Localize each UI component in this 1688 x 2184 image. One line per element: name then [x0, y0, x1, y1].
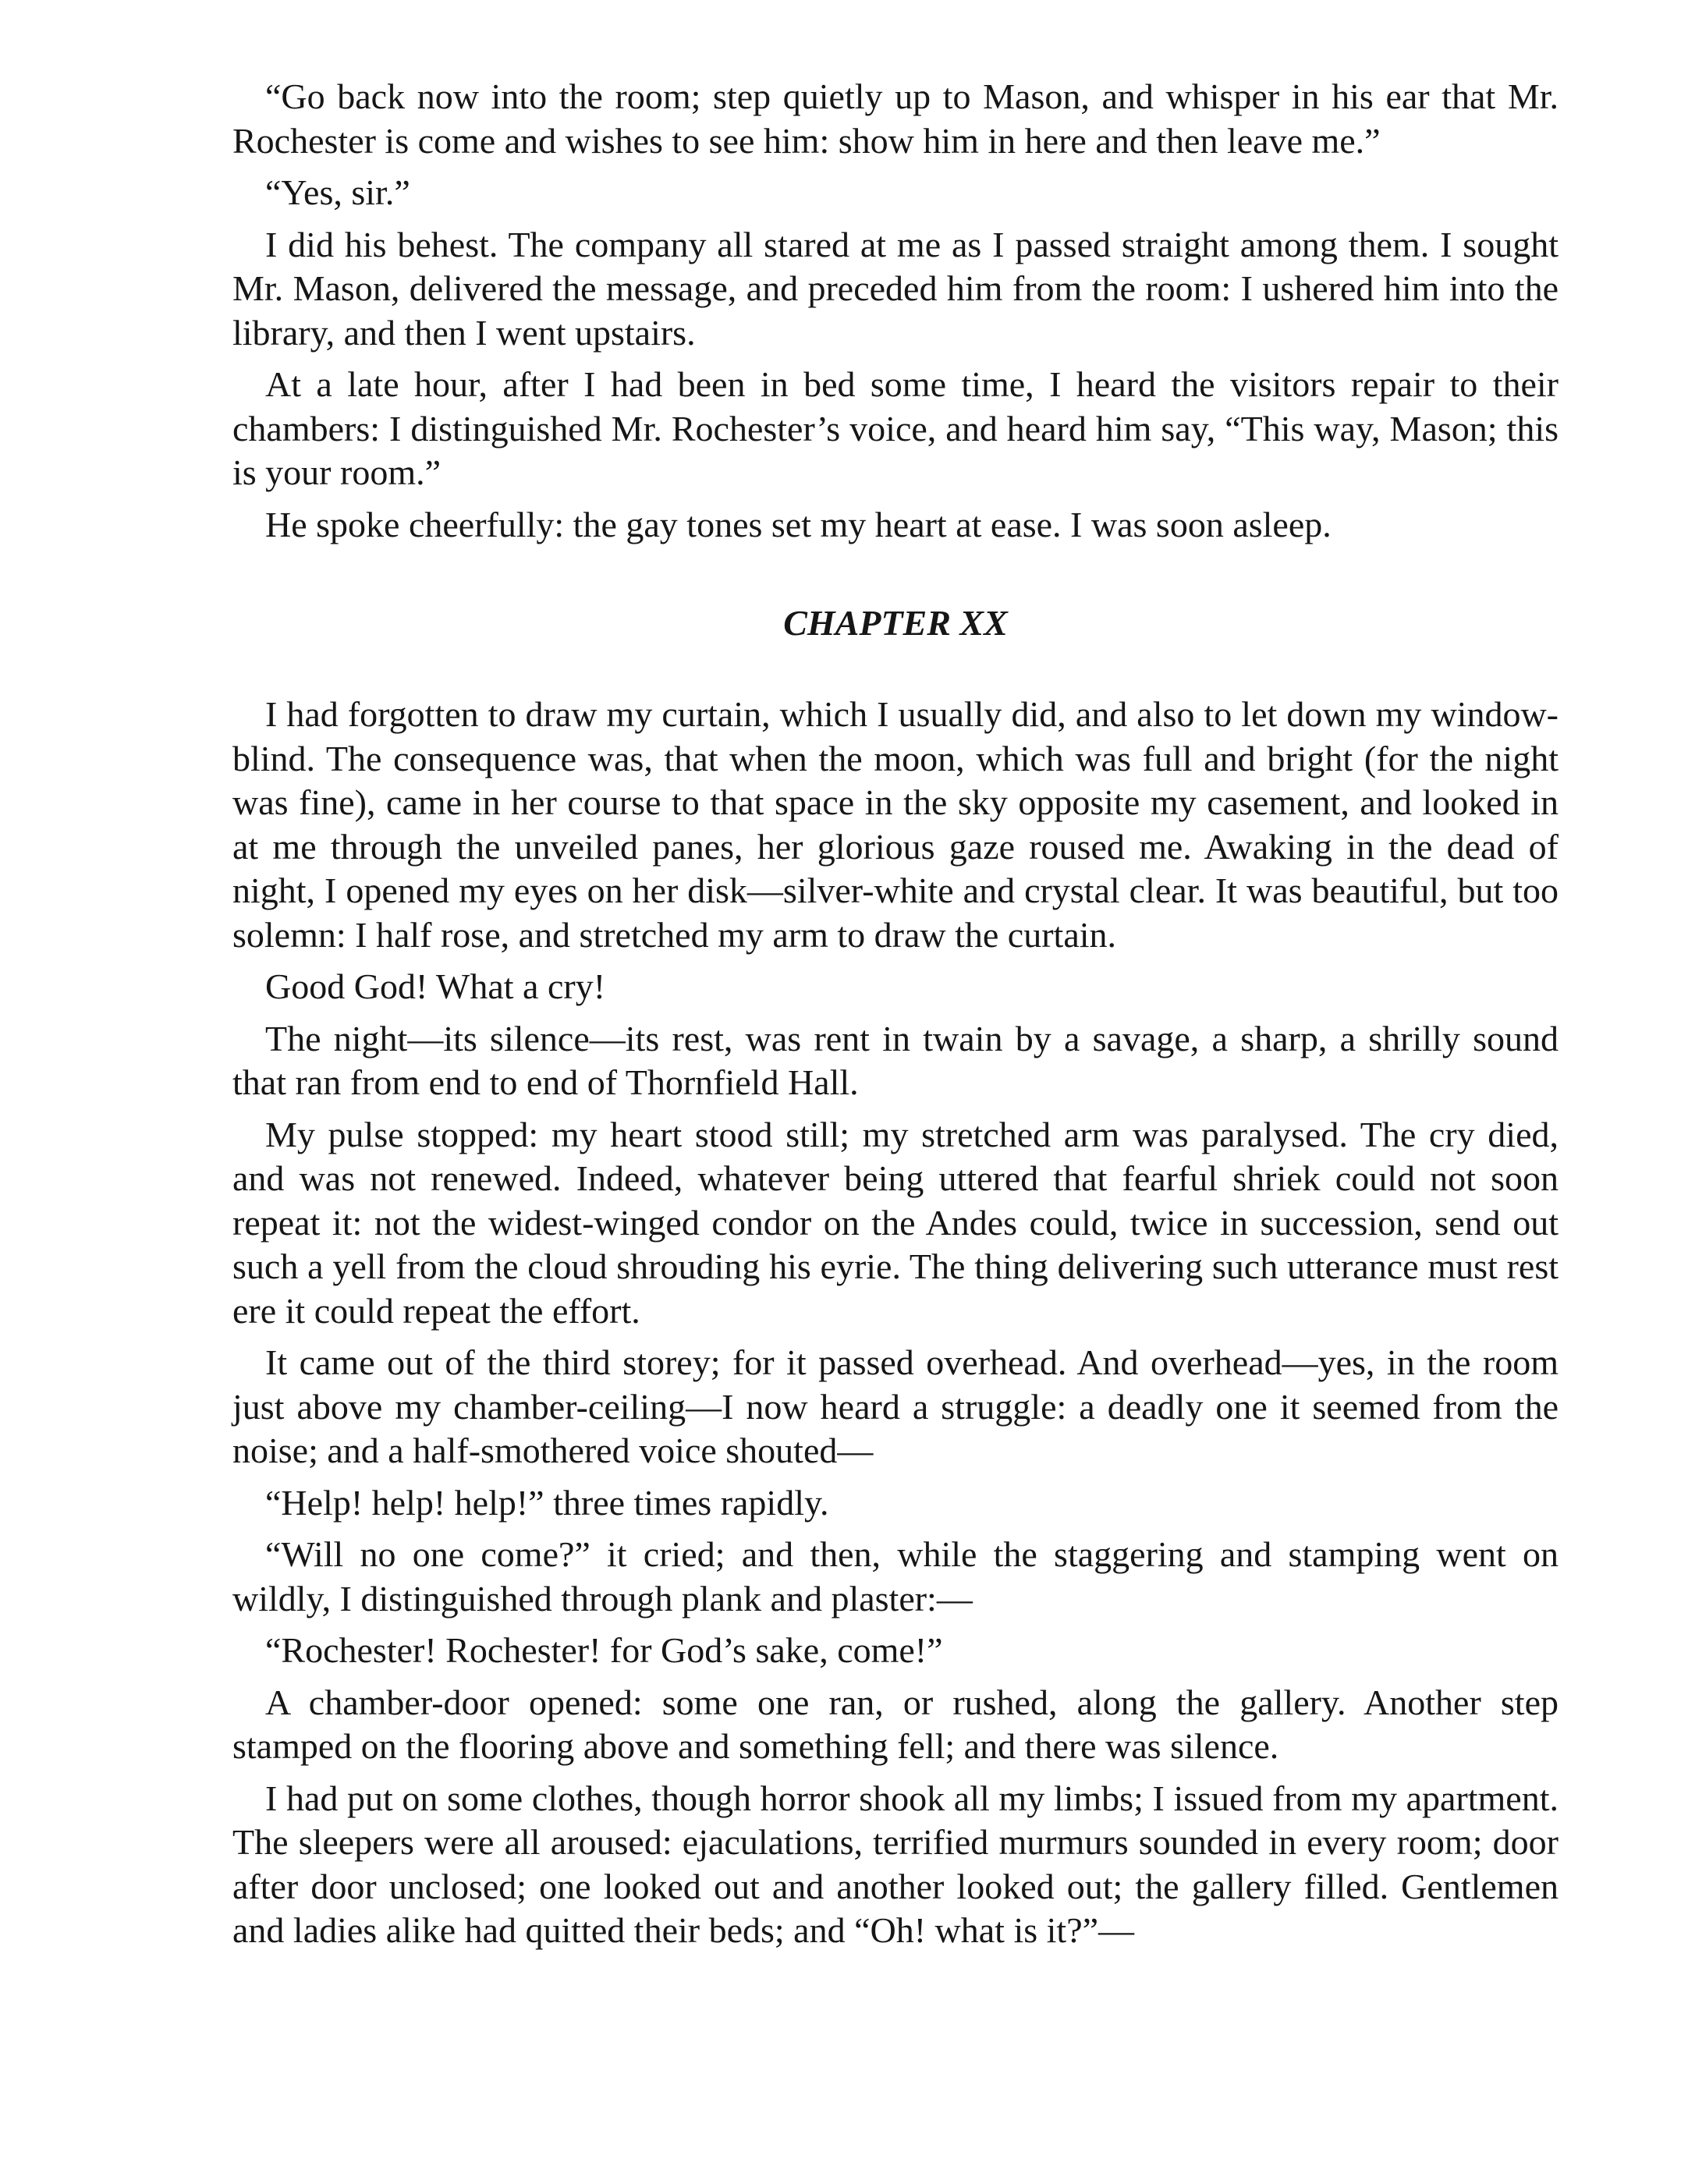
paragraph: It came out of the third storey; for it passed overhead. And overhead—yes, in the room just above my chamber-ceiling—I now heard a struggle: a deadly one it seemed from the noise; and a half-smothered voice shouted—: [232, 1342, 1559, 1470]
book-page: [232, 75, 1559, 1961]
paragraph: “Yes, sir.”: [265, 172, 410, 212]
paragraph: “Help! help! help!” three times rapidly.: [265, 1482, 829, 1523]
chapter-heading: CHAPTER XX: [783, 603, 1008, 643]
paragraph: “Will no one come?” it cried; and then, while the staggering and stamping went on wildly, I distinguished through plank and plaster:—: [232, 1534, 1559, 1618]
paragraph: My pulse stopped: my heart stood still; my stretched arm was paralysed. The cry died, and was not renewed. Indeed, whatever being uttered that fearful shriek could not soon repeat it: not the widest-winged condor on the Andes could, twice in succession, send out such a yell from the cloud shrouding his eyrie. The thing delivering such utterance must rest ere it could repeat the effort.: [232, 1114, 1559, 1331]
paragraph: The night—its silence—its rest, was rent in twain by a savage, a sharp, a shrilly sound that ran from end to end of Thornfield Hall.: [232, 1018, 1559, 1102]
paragraph: At a late hour, after I had been in bed some time, I heard the visitors repair to their chambers: I distinguished Mr. Rochester’s voice, and heard him say, “This way, Mason; this is your room.”: [232, 364, 1559, 492]
paragraph: Good God! What a cry!: [265, 966, 606, 1006]
paragraph: A chamber-door opened: some one ran, or rushed, along the gallery. Another step stamped on the flooring above and something fell; and there was silence.: [232, 1682, 1559, 1766]
paragraph: He spoke cheerfully: the gay tones set my heart at ease. I was soon asleep.: [265, 504, 1332, 544]
paragraph: I did his behest. The company all stared at me as I passed straight among them. I sought Mr. Mason, delivered the message, and preceded him from the room: I ushered him into the library, and then I went upstairs.: [232, 224, 1559, 353]
paragraph: “Rochester! Rochester! for God’s sake, come!”: [265, 1630, 943, 1670]
paragraph: I had forgotten to draw my curtain, which I usually did, and also to let down my window-blind. The consequence was, that when the moon, which was full and bright (for the night was fine), came in her course to that space in the sky opposite my casement, and looked in at me through the unveiled panes, her glorious gaze roused me. Awaking in the dead of night, I opened my eyes on her disk—silver-white and crystal clear. It was beautiful, but too solemn: I half rose, and stretched my arm to draw the curtain.: [232, 694, 1559, 955]
paragraph: I had put on some clothes, though horror shook all my limbs; I issued from my apartment. The sleepers were all aroused: ejaculations, terrified murmurs sounded in every room; door after door unclosed; one looked out and another looked out; the gallery filled. Gentlemen and ladies alike had quitted their beds; and “Oh! what is it?”—: [232, 1778, 1559, 1950]
paragraph: “Go back now into the room; step quietly up to Mason, and whisper in his ear that Mr. Rochester is come and wishes to see him: show him in here and then leave me.”: [232, 76, 1559, 161]
